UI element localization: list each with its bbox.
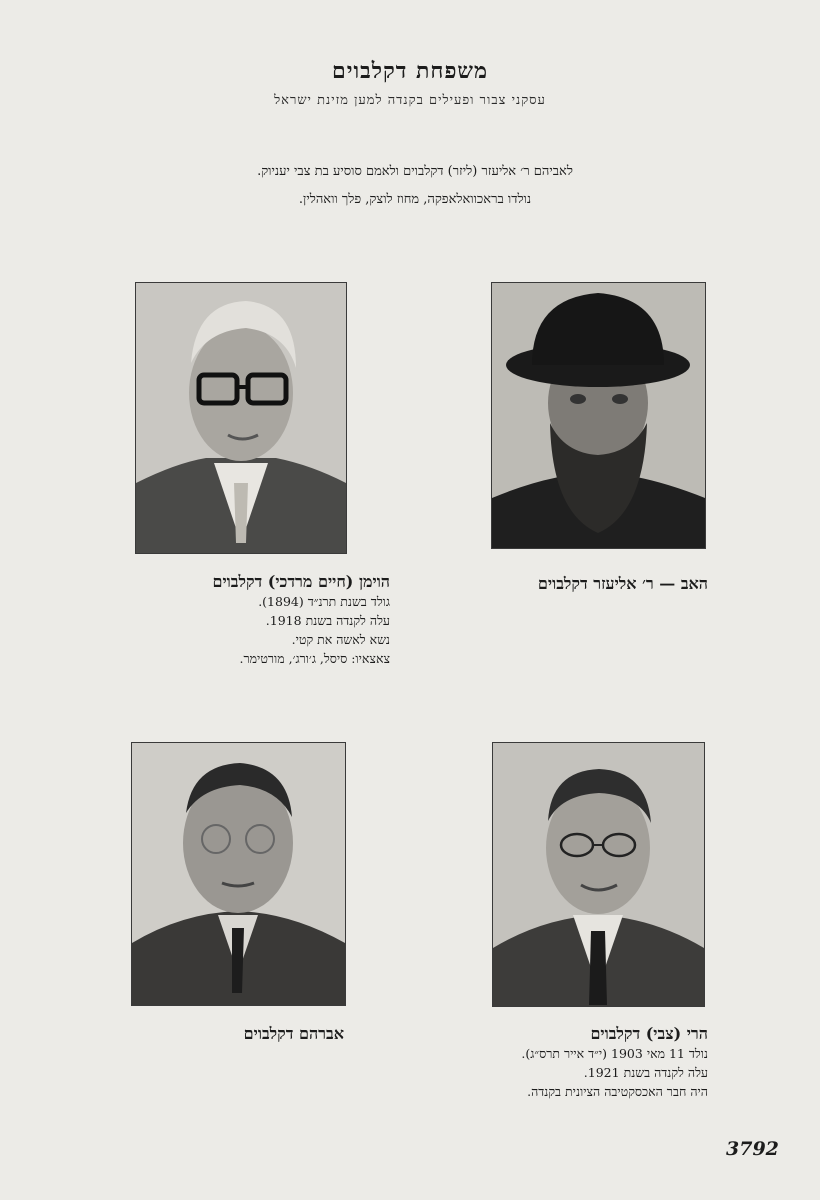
bio-line: היה חבר האכסקטיבה הציונית בקנדה. — [527, 1084, 708, 1099]
page-subtitle: עסקני צבור ופעילים בקנדה למען מזינת ישראל — [274, 93, 546, 108]
person-name: אברהם דקלבוים — [243, 1024, 344, 1043]
person-name: הוימן (חיים מרדכי) דקלבוים — [212, 572, 390, 591]
portrait-photo-harry — [492, 742, 705, 1007]
bio-line: צאצאיו: סיסל, ג׳ורג׳, מורטימר. — [239, 651, 390, 666]
bio-line: עלה לקנדה בשנת 1918. — [265, 613, 390, 628]
portrait-photo-eliezer — [491, 282, 706, 549]
caption-chaim — [60, 572, 390, 668]
portrait-photo-avraham — [131, 742, 346, 1006]
page-title: משפחת דקלבוים — [331, 58, 489, 84]
person-name: האב — ר׳ אליעזר דקלבוים — [537, 574, 708, 593]
bio-line: גולד בשנת תרנ״ד (1894). — [258, 594, 390, 609]
caption-avraham — [14, 1024, 344, 1044]
intro-line-2: נולדו בראכוואלאפקה, מחוז לוצק, פלך וואהלין. — [298, 192, 532, 207]
bio-line: נולד 11 מאי 1903 (י״ד אייר תרס״ג). — [521, 1046, 708, 1061]
portrait-photo-chaim — [135, 282, 347, 554]
intro-line-1: לאביהם ר׳ אליעזר (ליזר) דקלבוים ולאמם סוסיע בת צבי יעניוק. — [257, 164, 573, 179]
bio-line: עלה לקנדה בשנת 1921. — [583, 1065, 708, 1080]
caption-harry — [408, 1024, 708, 1101]
bio-line: נשא לאשה את קטי. — [291, 632, 390, 647]
page-number: 3792 — [726, 1138, 779, 1160]
person-name: הרי (צבי) דקלבוים — [590, 1024, 708, 1043]
caption-eliezer — [408, 574, 708, 594]
